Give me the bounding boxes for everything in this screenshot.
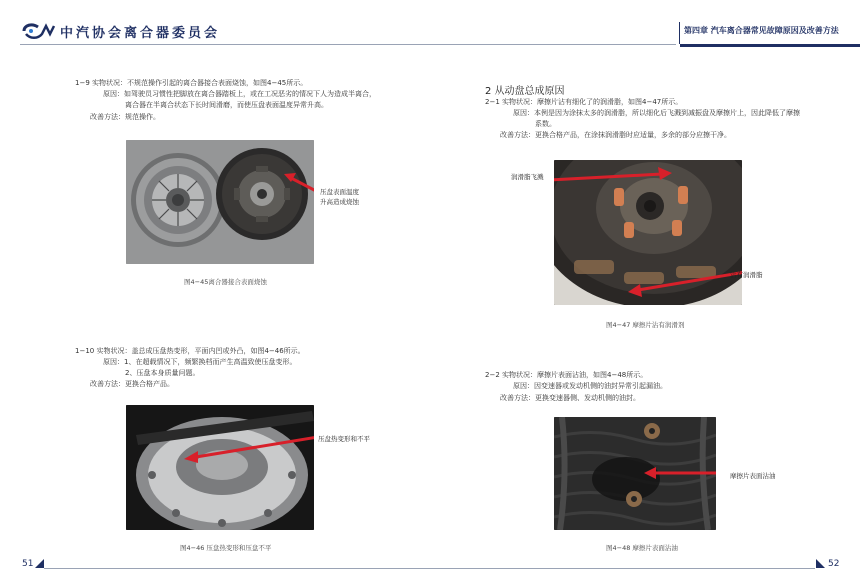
logo-icon <box>22 22 56 40</box>
chapter-title: 第四章 汽车离合器常见故障原因及改善方法 <box>684 26 839 35</box>
clutch-cover-and-disc-image <box>126 140 314 264</box>
page-corner-left-icon <box>35 559 44 568</box>
item-2-2-cause: 原因：因变速器或发动机侧的油封异常引起漏油。 <box>513 382 667 390</box>
page-number-right: 52 <box>828 559 840 569</box>
chapter-separator <box>679 22 680 44</box>
item-1-10-cause-line2: 2、压盘本身质量问题。 <box>125 369 200 377</box>
fig47-photo <box>554 160 742 305</box>
item-2-1-status: 2−1 实物状况：摩擦片沾有细化了的润滑脂，如图4−47所示。 <box>485 98 683 106</box>
item-2-2-status: 2−2 实物状况：摩擦片表面沾油，如图4−48所示。 <box>485 371 648 379</box>
chapter-underline <box>680 44 860 47</box>
item-1-10-improve: 改善方法：更换合格产品。 <box>90 380 174 388</box>
page-corner-right-icon <box>816 559 825 568</box>
oily-friction-facing-image <box>554 417 716 530</box>
fig45-photo <box>126 140 314 264</box>
fig46-annotation: 压盘热变形和不平 <box>318 435 370 443</box>
item-1-9-status: 1−9 实物状况：不规范操作引起的离合器接合表面烧蚀，如图4−45所示。 <box>75 79 308 87</box>
footer-divider-left <box>44 568 430 569</box>
item-2-1-improve: 改善方法：更换合格产品，在涂抹润滑脂时应适量，多余的部分应擦干净。 <box>500 131 731 139</box>
item-2-1-cause-line2: 系数。 <box>535 120 556 128</box>
item-2-2-improve: 改善方法：更换变速器侧、发动机侧的油封。 <box>500 394 640 402</box>
item-2-1-cause-line1: 原因：本例是因为涂抹太多的润滑脂，所以细化后飞溅到减振盘及摩擦片上，因此降低了摩擦 <box>513 109 800 117</box>
fig45-caption: 图4−45离合器接合表面烧蚀 <box>184 278 267 286</box>
fig45-annotation-line2: 升高造成烧蚀 <box>320 198 359 206</box>
header-divider <box>20 44 676 45</box>
fig48-photo <box>554 417 716 530</box>
pressure-plate-image <box>126 405 314 530</box>
fig47-caption: 图4−47 摩擦片沾有润滑剂 <box>606 321 685 329</box>
section-title: 2 从动盘总成原因 <box>485 86 565 97</box>
fig45-annotation-line1: 压盘表面温度 <box>320 188 359 196</box>
fig46-photo <box>126 405 314 530</box>
footer-divider-right <box>430 568 815 569</box>
item-1-10-cause-line1: 原因：1、在超载情况下，频繁换档而产生高温致使压盘变形。 <box>103 358 297 366</box>
item-1-10-status: 1−10 实物状况：盖总成压盘热变形，平面内凹或外凸，如图4−46所示。 <box>75 347 305 355</box>
fig48-annotation: 摩擦片表面沾油 <box>730 472 776 480</box>
item-1-9-cause-line1: 原因：如驾驶员习惯性把脚放在离合器踏板上，或在工况恶劣的情况下人为造成半离合， <box>103 90 376 98</box>
item-1-9-cause-line2: 离合器在半离合状态下长时间滑磨，而使压盘表面温度异常升高。 <box>125 101 328 109</box>
fig48-caption: 图4−48 摩擦片表面沾油 <box>606 544 678 552</box>
driven-disc-greased-image <box>554 160 742 305</box>
page-number-left: 51 <box>22 559 34 569</box>
fig46-caption: 图4−46 压盘热变形和压盘不平 <box>180 544 272 552</box>
org-name: 中汽协会离合器委员会 <box>60 26 221 41</box>
item-1-9-improve: 改善方法：规范操作。 <box>90 113 160 121</box>
fig47-annotation-right: 沾有润滑脂 <box>730 271 763 279</box>
fig47-annotation-left: 润滑脂飞溅 <box>511 173 544 181</box>
